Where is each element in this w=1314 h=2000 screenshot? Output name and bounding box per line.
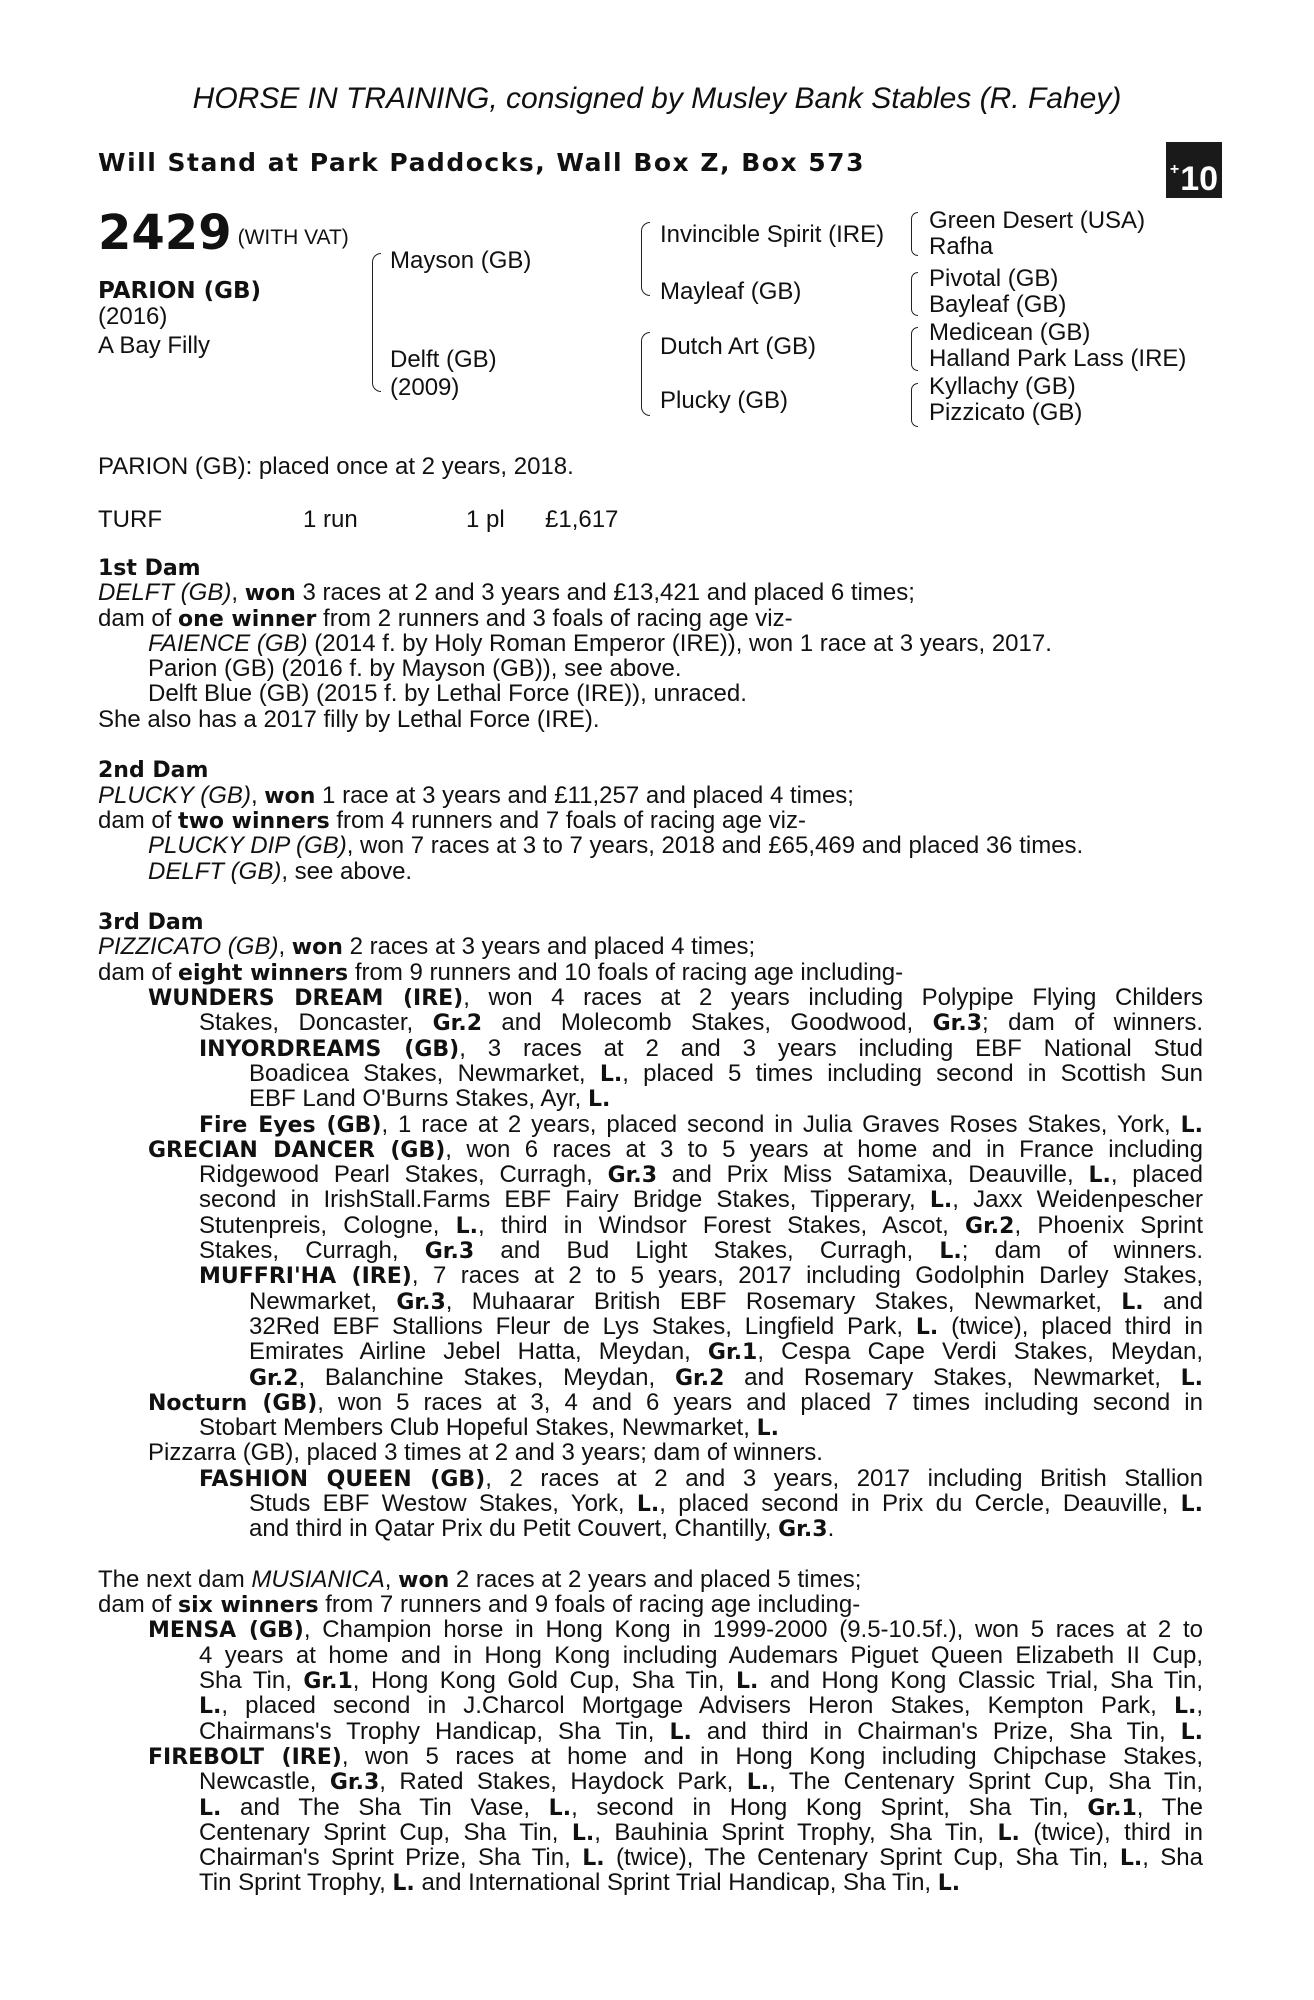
body-line [98,1567,1203,1592]
body-line [98,1795,1203,1820]
dam-parents-brace [641,332,650,416]
body-text-run: , Jaxx Weidenpescher [952,1186,1203,1214]
body-line [98,606,1203,631]
body-line [98,985,1203,1010]
body-line [98,1112,1203,1137]
vat-note: (WITH VAT) [237,226,349,249]
pedigree-dam-sire: Dutch Art (GB) [660,333,817,360]
body-text-run: , Bauhinia Sprint Trophy, Sha Tin, [594,1818,998,1846]
bold-text: L. [599,1061,623,1087]
body-text-run: , placed 5 times including second in Scottish Sun [622,1059,1203,1087]
body-line [98,1415,1203,1440]
body-text-run: , placed [1110,1161,1203,1189]
body-text-run: She also has a 2017 filly by Lethal Force (IRE). [98,705,600,733]
bold-text: Gr.3 [396,1289,446,1315]
body-line [98,833,1203,858]
body-line [98,1162,1203,1187]
body-text-run: dam of [98,806,179,834]
bold-text: L. [571,1820,595,1846]
body-text-run: from 7 runners and 9 foals of racing age including- [318,1591,861,1619]
sire-parents-brace [641,222,650,296]
body-text-run: Stakes, Doncaster, [199,1009,433,1037]
bold-text: won [398,1567,450,1593]
bold-text: L. [1180,1365,1203,1391]
bold-text: L. [636,1491,660,1517]
body-text-run: Parion (GB) (2016 f. by Mayson (GB)), see above. [148,655,682,683]
body-line [98,783,1203,808]
body-line [98,1339,1203,1364]
pedigree-ggp-7: Kyllachy (GB) [929,373,1076,400]
body-text-run: Stutenpreis, Cologne, [199,1211,456,1239]
body-line [98,960,1203,985]
bold-text: won [244,581,296,607]
pedigree-ggp-6: Halland Park Lass (IRE) [929,345,1187,372]
bold-text: Gr.3 [607,1163,658,1189]
body-text-run: , placed second in Prix du Cercle, Deauville, [659,1489,1181,1517]
italic-name: PIZZICATO (GB) [98,933,279,961]
italic-name: DELFT (GB) [148,857,282,885]
body-text-run: (twice), third in [1019,1818,1203,1846]
body-line [98,1466,1203,1491]
record-earnings: £1,617 [545,506,619,533]
body-text-run: , [250,781,265,809]
body-line [98,1491,1203,1516]
ggp-brace-2 [911,272,918,316]
body-text-run: , won 7 races at 3 to 7 years, 2018 and £65,469 and placed 36 times. [346,832,1084,860]
body-text-run: Stobart Members Club Hopeful Stakes, Newmarket, [199,1414,757,1442]
bold-text: L. [587,1087,611,1113]
bold-text: L. [937,1871,961,1897]
pedigree-ggp-3: Pivotal (GB) [929,265,1059,292]
body-text-run: , won 5 races at 3, 4 and 6 years and placed 7 times including second in [317,1388,1203,1416]
body-text-run: from 2 runners and 3 foals of racing age viz- [316,604,793,632]
bold-text: Gr.1 [1087,1795,1137,1821]
body-text-run: and International Sprint Trial Handicap, Sha Tin, [414,1869,938,1897]
body-text-run: , Cespa Cape Verdi Stakes, Meydan, [757,1338,1203,1366]
body-text-run: dam of [98,604,179,632]
body-line [98,1592,1203,1617]
body-text-run: Stakes, Curragh, [199,1237,425,1265]
body-line [98,1542,1203,1567]
body-text-run: ; dam of winners. [961,1237,1203,1265]
body-line [98,1263,1203,1288]
bold-text: L. [929,1188,953,1214]
body-text-run: ; dam of winners. [982,1009,1203,1037]
body-line [98,808,1203,833]
body-text-run: The next dam [98,1565,252,1593]
pedigree-dam-year: (2009) [390,374,460,401]
bold-text: Gr.2 [432,1011,483,1037]
body-text-run: from 9 runners and 10 foals of racing age including- [348,958,904,986]
body-text-run: dam of [98,958,179,986]
horse-description: A Bay Filly [98,332,211,359]
bold-text: L. [997,1820,1020,1846]
body-text-run: , The Centenary Sprint Cup, Sha Tin, [769,1768,1203,1796]
body-text-run: , see above. [281,857,413,885]
bold-text: L. [915,1314,939,1340]
bold-text: Gr.2 [249,1365,299,1391]
pedigree-ggp-1: Green Desert (USA) [929,207,1146,234]
bold-text: L. [1088,1163,1111,1189]
consignor-title: HORSE IN TRAINING, consigned by Musley Bank Stables (R. Fahey) [192,82,1122,115]
bold-text: FIREBOLT (IRE) [148,1744,342,1770]
bold-text: Gr.3 [778,1517,828,1543]
body-text-run: and Prix Miss Satamixa, Deauville, [657,1161,1089,1189]
body-text-run: (2014 f. by Holy Roman Emperor (IRE)), won 1 race at 3 years, 2017. [307,629,1052,657]
body-line [98,1769,1203,1794]
bold-text: one winner [178,606,317,632]
body-line [98,732,1203,757]
body-text-run: (twice), placed third in [938,1312,1204,1340]
bold-text: L. [736,1669,759,1695]
bold-text: L. [199,1694,222,1720]
bold-text: Gr.3 [329,1770,380,1796]
italic-name: FAIENCE (GB) [148,629,308,657]
bold-text: Gr.1 [303,1669,353,1695]
section-heading: 1st Dam [98,556,201,581]
body-line [98,1820,1203,1845]
body-text-run: , 3 races at 2 and 3 years including EBF National Stud [459,1034,1203,1062]
body-text-run: Newcastle, [199,1768,330,1796]
body-text-run: and third in Qatar Prix du Petit Couvert, Chantilly, [249,1515,779,1543]
body-text-run: Studs EBF Westow Stakes, York, [249,1489,637,1517]
body-line [98,1036,1203,1061]
body-text-run: Ridgewood Pearl Stakes, Curragh, [199,1161,608,1189]
body-text-run: and Bud Light Stakes, Curragh, [474,1237,940,1265]
bold-text: Gr.3 [932,1011,983,1037]
dam-line-text [98,555,1203,1896]
body-text-run: , 2 races at 2 and 3 years, 2017 including British Stallion [485,1464,1203,1492]
body-line [98,1314,1203,1339]
body-line [98,1744,1203,1769]
body-text-run: , Muhaarar British EBF Rosemary Stakes, Newmarket, [445,1287,1122,1315]
body-line [98,1390,1203,1415]
body-line [98,1061,1203,1086]
body-text-run: and Rosemary Stakes, Newmarket, [724,1363,1181,1391]
body-text-run: , [231,579,245,607]
bold-text: L. [756,1416,779,1442]
bold-text: FASHION QUEEN (GB) [199,1466,486,1492]
bold-text: L. [455,1213,478,1239]
body-line [98,1516,1203,1541]
section-heading: 3rd Dam [98,910,204,936]
bold-text: Gr.1 [707,1340,758,1366]
pedigree-sire-dam: Mayleaf (GB) [660,278,802,305]
body-text-run: second in IrishStall.Farms EBF Fairy Bridge Stakes, Tipperary, [199,1186,930,1214]
bold-text: Gr.3 [424,1239,475,1265]
body-text-run: , [278,933,292,961]
stand-location: Will Stand at Park Paddocks, Wall Box Z, Box 573 [98,148,865,177]
body-text-run: Sha Tin, [199,1667,304,1695]
body-text-run: , won 5 races at home and in Hong Kong including Chipchase Stakes, [341,1742,1204,1770]
body-text-run: Chairmans's Trophy Handicap, Sha Tin, [199,1717,670,1745]
bold-text: Gr.2 [965,1213,1015,1239]
body-text-run: , 1 race at 2 years, placed second in Julia Graves Roses Stakes, York, [381,1110,1181,1138]
italic-name: MUSIANICA [251,1565,385,1593]
body-text-run: Newmarket, [249,1287,397,1315]
body-text-run: , second in Hong Kong Sprint, Sha Tin, [571,1793,1088,1821]
body-text-run: 2 races at 2 years and placed 5 times; [449,1565,862,1593]
body-text-run: Chairman's Sprint Prize, Sha Tin, [199,1844,583,1872]
bold-text: eight winners [178,960,349,986]
body-text-run: 2 races at 3 years and placed 4 times; [342,933,756,961]
body-text-run: , Hong Kong Gold Cup, Sha Tin, [352,1667,737,1695]
bold-text: L. [582,1846,605,1872]
body-text-run: Pizzarra (GB), placed 3 times at 2 and 3 years; dam of winners. [148,1439,823,1467]
body-line [98,757,1203,782]
body-line [98,631,1203,656]
bold-text: Gr.2 [674,1365,725,1391]
bold-text: GRECIAN DANCER (GB) [148,1137,446,1163]
body-text-run: (twice), The Centenary Sprint Cup, Sha Tin, [604,1844,1120,1872]
body-line [98,1617,1203,1642]
record-placed: 1 pl [466,506,505,533]
body-text-run: and third in Chairman's Prize, Sha Tin, [691,1717,1181,1745]
body-line [98,1365,1203,1390]
ggp-brace-1 [911,212,918,256]
body-line [98,1668,1203,1693]
body-text-run: , won 6 races at 3 to 5 years at home and in France including [445,1135,1203,1163]
bold-text: WUNDERS DREAM (IRE) [148,986,464,1012]
body-text-run: Emirates Airline Jebel Hatta, Meydan, [249,1338,708,1366]
pedigree-ggp-8: Pizzicato (GB) [929,399,1083,426]
body-text-run: from 4 runners and 7 foals of racing age viz- [329,806,806,834]
bold-text: L. [1180,1719,1203,1745]
bold-text: L. [548,1795,572,1821]
sire-dam-brace [372,253,381,392]
ggp-brace-3 [911,327,918,371]
pedigree-sire-sire: Invincible Spirit (IRE) [660,221,885,248]
bold-text: won [291,935,343,961]
body-text-run: , The [1136,1793,1204,1821]
plus10-badge-icon: +10 [1166,142,1222,198]
body-line [98,1719,1203,1744]
horse-year: (2016) [98,303,168,330]
body-line [98,681,1203,706]
bold-text: two winners [178,808,330,834]
italic-name: DELFT (GB) [98,579,232,607]
lot-number: 2429 (WITH VAT) [98,205,349,261]
bold-text: L. [939,1239,962,1265]
body-text-run: , third in Windsor Forest Stakes, Ascot, [477,1211,966,1239]
body-text-run: and The Sha Tin Vase, [221,1793,549,1821]
body-text-run: 3 races at 2 and 3 years and £13,421 and placed 6 times; [295,579,915,607]
body-text-run: , Phoenix Sprint [1014,1211,1203,1239]
section-heading: 2nd Dam [98,758,209,784]
body-line [98,1213,1203,1238]
body-text-run: , placed second in J.Charcol Mortgage Advisers Heron Stakes, Kempton Park, [221,1692,1174,1720]
body-text-run: , Rated Stakes, Haydock Park, [379,1768,747,1796]
body-line [98,934,1203,959]
body-line [98,1693,1203,1718]
body-line [98,1643,1203,1668]
bold-text: MUFFRI'HA (IRE) [199,1264,412,1290]
pedigree-ggp-2: Rafha [929,233,994,260]
bold-text: MENSA (GB) [148,1618,304,1644]
pedigree-dam-dam: Plucky (GB) [660,387,789,414]
bold-text: L. [199,1795,222,1821]
body-line [98,884,1203,909]
body-text-run: Tin Sprint Trophy, [199,1869,393,1897]
race-record-summary: PARION (GB): placed once at 2 years, 2018. [98,453,574,480]
bold-text: L. [1173,1694,1197,1720]
body-text-run: and Molecomb Stakes, Goodwood, [482,1009,933,1037]
body-text-run: Boadicea Stakes, Newmarket, [249,1059,600,1087]
body-text-run: 32Red EBF Stallions Fleur de Lys Stakes, Lingfield Park, [249,1312,916,1340]
body-text-run: , [384,1565,399,1593]
body-line [98,580,1203,605]
body-line [98,1238,1203,1263]
body-line [98,1010,1203,1035]
body-text-run: Centenary Sprint Cup, Sha Tin, [199,1818,572,1846]
body-line [98,656,1203,681]
body-text-run: dam of [98,1591,179,1619]
body-text-run: Delft Blue (GB) (2015 f. by Lethal Force (IRE)), unraced. [148,680,747,708]
body-line [98,555,1203,580]
body-text-run: and Hong Kong Classic Trial, Sha Tin, [758,1667,1203,1695]
body-text-run: EBF Land O'Burns Stakes, Ayr, [249,1085,588,1113]
body-text-run: 1 race at 3 years and £11,257 and placed 4 times; [315,781,854,809]
body-text-run: , Champion horse in Hong Kong in 1999-2000 (9.5-10.5f.), won 5 races at 2 to [303,1616,1203,1644]
body-line [98,707,1203,732]
body-line [98,909,1203,934]
bold-text: Nocturn (GB) [148,1390,318,1416]
body-text-run: 4 years at home and in Hong Kong including Audemars Piguet Queen Elizabeth II Cup, [199,1641,1203,1669]
body-line [98,859,1203,884]
pedigree-sire: Mayson (GB) [390,247,532,274]
italic-name: PLUCKY DIP (GB) [148,832,347,860]
body-text-run: , Sha [1142,1844,1204,1872]
body-line [98,1086,1203,1111]
bold-text: L. [392,1871,415,1897]
bold-text: L. [1121,1289,1144,1315]
body-line [98,1845,1203,1870]
record-surface: TURF [98,506,162,533]
body-line [98,1289,1203,1314]
bold-text: L. [1180,1491,1204,1517]
body-text-run: , Balanchine Stakes, Meydan, [298,1363,675,1391]
body-line [98,1870,1203,1895]
body-line [98,1440,1203,1465]
bold-text: six winners [178,1593,319,1619]
horse-name: PARION (GB) [98,278,262,304]
body-text-run: , won 4 races at 2 years including Polypipe Flying Childers [463,984,1203,1012]
body-text-run: . [827,1515,835,1543]
bold-text: INYORDREAMS (GB) [199,1036,460,1062]
bold-text: L. [1180,1112,1203,1138]
body-text-run: and [1143,1287,1203,1315]
pedigree-ggp-4: Bayleaf (GB) [929,291,1067,318]
bold-text: L. [746,1770,770,1796]
bold-text: won [264,783,316,809]
italic-name: PLUCKY (GB) [98,781,251,809]
pedigree-ggp-5: Medicean (GB) [929,319,1091,346]
bold-text: L. [1119,1846,1143,1872]
body-text-run: , 7 races at 2 to 5 years, 2017 including Godolphin Darley Stakes, [411,1262,1203,1290]
body-line [98,1187,1203,1212]
record-runs: 1 run [303,506,358,533]
pedigree-dam: Delft (GB) [390,346,497,373]
bold-text: Fire Eyes (GB) [199,1112,382,1138]
body-text-run: , [1196,1692,1203,1720]
body-line [98,1137,1203,1162]
ggp-brace-4 [911,383,918,427]
bold-text: L. [669,1719,692,1745]
